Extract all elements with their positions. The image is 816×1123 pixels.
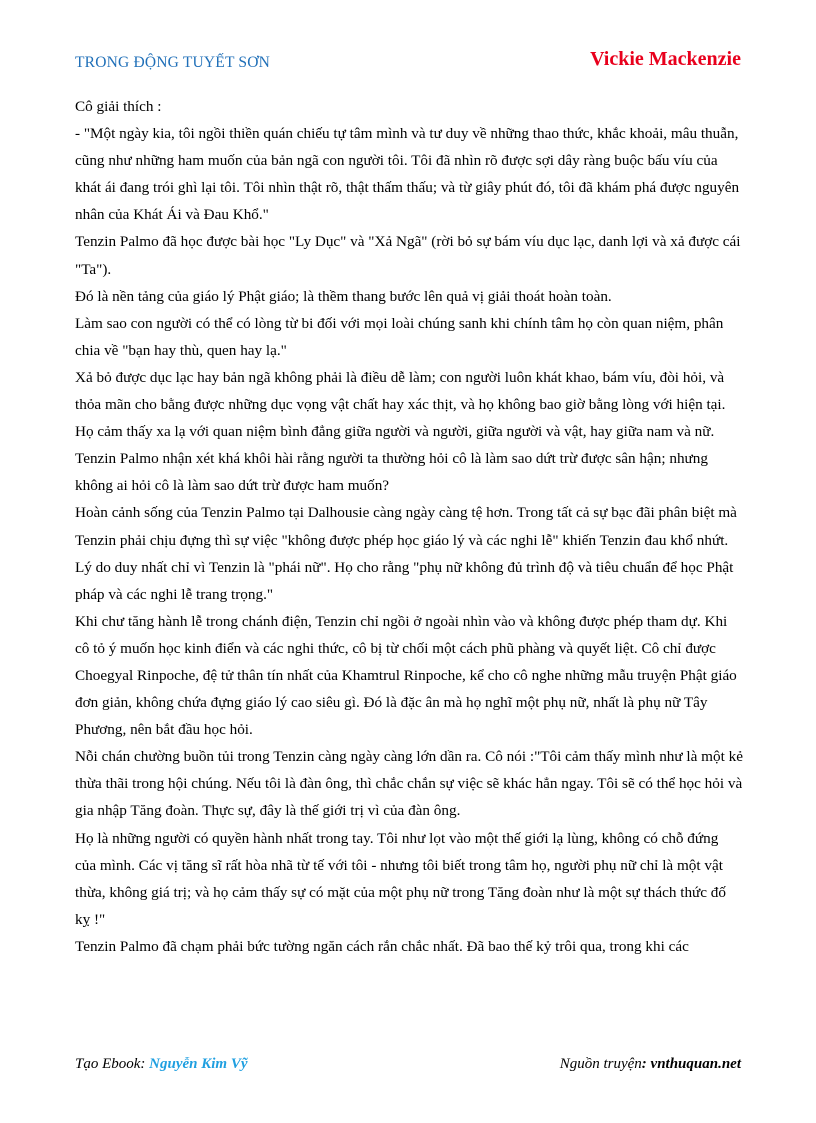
paragraph: Tenzin Palmo đã chạm phải bức tường ngăn cách rắn chắc nhất. Đã bao thế kỷ trôi qua, trong khi các <box>75 937 689 955</box>
paragraph: Xả bỏ được dục lạc hay bản ngã không phải là điều dễ làm; con người luôn khát khao, bám víu, đòi hỏi, và thỏa mãn cho bằng được những dục vọng vật chất hay xác thịt, và họ không bao giờ bằng lòng với hiện tại. Họ cảm thấy xa lạ với quan niệm bình đẳng giữa người và người, giữa người và vật, hay giữa nam và nữ. <box>75 368 726 441</box>
page-header <box>75 48 741 78</box>
book-title: TRONG ĐỘNG TUYẾT SƠN <box>75 54 271 71</box>
ebook-creator-name: Nguyễn Kim Vỹ <box>149 1056 248 1072</box>
paragraph: Lý do duy nhất chỉ vì Tenzin là "phái nữ". Họ cho rằng "phụ nữ không đủ trình độ và tiêu chuẩn để học Phật pháp và các nghi lễ trang trọng." <box>75 558 734 603</box>
paragraph: - "Một ngày kia, tôi ngồi thiền quán chiếu tự tâm mình và tư duy về những thao thức, khắc khoải, mâu thuẫn, cũng như những ham muốn của bản ngã con người tôi. Tôi đã nhìn rõ được sợi dây ràng buộc bấu víu của khát ái đang trói ghì lại tôi. Tôi nhìn thật rõ, thật thấm thấu; và từ giây phút đó, tôi đã khám phá được nguyên nhân của Khát Ái và Đau Khổ." <box>75 125 740 224</box>
paragraph: Tenzin Palmo nhận xét khá khôi hài rằng người ta thường hỏi cô là làm sao dứt trừ được sân hận; nhưng không ai hỏi cô là làm sao dứt trừ được ham muốn? <box>75 450 708 495</box>
paragraph: Khi chư tăng hành lễ trong chánh điện, Tenzin chỉ ngồi ở ngoài nhìn vào và không được phép tham dự. Khi cô tỏ ý muốn học kinh điển và các nghi thức, cô bị từ chối một cách phũ phàng và quyết liệt. Cô chỉ được Choegyal Rinpoche, đệ tử thân tín nhất của Khamtrul Rinpoche, kể cho cô nghe những mẫu truyện Phật giáo đơn giản, không chứa đựng giáo lý cao siêu gì. Đó là đặc ân mà họ nghĩ một phụ nữ, nhất là phụ nữ Tây Phương, nên bắt đầu học hỏi. <box>75 612 737 739</box>
body-text <box>75 93 743 960</box>
ebook-label: Tạo Ebook <box>75 1056 141 1072</box>
source-label: Nguồn truyện <box>559 1056 642 1072</box>
paragraph: Cô giải thích : <box>75 98 162 115</box>
paragraph: Hoàn cảnh sống của Tenzin Palmo tại Dalhousie càng ngày càng tệ hơn. Trong tất cả sự bạc đãi phân biệt mà Tenzin phải chịu đựng thì sự việc "không được phép học giáo lý và các nghi lễ" khiến Tenzin đau khổ nhứt. <box>75 504 737 549</box>
source-credit <box>560 1056 741 1073</box>
paragraph: Họ là những người có quyền hành nhất trong tay. Tôi như lọt vào một thế giới lạ lùng, không có chỗ đứng của mình. Các vị tăng sĩ rất hòa nhã từ tế với tôi - nhưng tôi biết trong tâm họ, người phụ nữ chỉ là một vật thừa, không giá trị; và họ cảm thấy sự có mặt của một phụ nữ trong Tăng đoàn như là một sự thách thức đố kỵ !" <box>75 829 726 928</box>
paragraph: Nỗi chán chường buồn tủi trong Tenzin càng ngày càng lớn dần ra. Cô nói :"Tôi cảm thấy mình như là một kẻ thừa thãi trong hội chúng. Nếu tôi là đàn ông, thì chắc chắn sự việc sẽ khác hẳn ngay. Tôi sẽ có thể học hỏi và gia nhập Tăng đoàn. Thực sự, đây là thế giới trị vì của đàn ông. <box>75 748 743 820</box>
page-footer <box>75 1056 741 1078</box>
source-site: vnthuquan.net <box>650 1056 741 1072</box>
paragraph: Tenzin Palmo đã học được bài học "Ly Dục" và "Xả Ngã" (rời bỏ sự bám víu dục lạc, danh lợi và xả được cái "Ta"). <box>75 233 741 278</box>
source-separator: : <box>641 1056 651 1072</box>
ebook-credit <box>75 1056 248 1073</box>
paragraph: Làm sao con người có thể có lòng từ bi đối với mọi loài chúng sanh khi chính tâm họ còn quan niệm, phân chia về "bạn hay thù, quen hay lạ." <box>75 314 724 359</box>
ebook-separator: : <box>140 1056 150 1072</box>
author-name: Vickie Mackenzie <box>590 48 741 70</box>
paragraph: Đó là nền tảng của giáo lý Phật giáo; là thềm thang bước lên quả vị giải thoát hoàn toàn. <box>75 287 612 305</box>
